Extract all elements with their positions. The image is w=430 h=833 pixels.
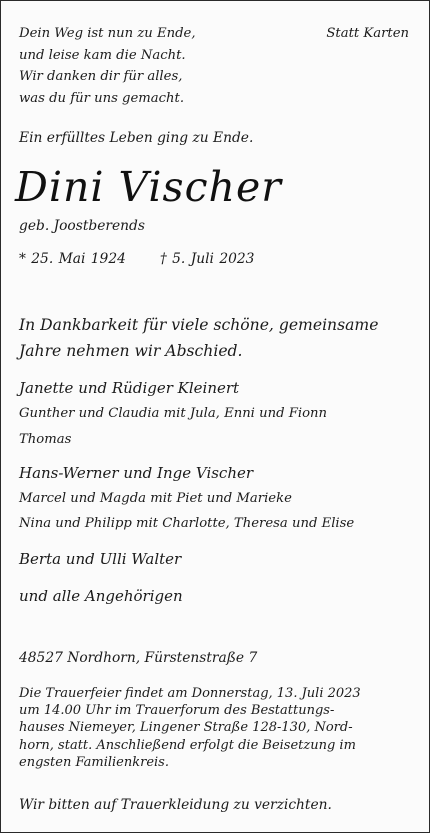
poem-line: und leise kam die Nacht. [19,47,186,63]
family-group-2-sub: Nina und Philipp mit Charlotte, Theresa und Elise [19,516,355,531]
family-group-1-main: Janette und Rüdiger Kleinert [19,379,240,397]
deceased-name: Dini Vischer [15,163,282,211]
thanks-text [19,312,378,364]
info-line: hauses Niemeyer, Lingener Straße 128-130, Nord- [19,720,353,736]
family-group-2-sub: Marcel und Magda mit Piet und Marieke [19,491,292,506]
info-line: um 14.00 Uhr im Trauerforum des Bestattungs- [19,703,335,719]
address: 48527 Nordhorn, Fürstenstraße 7 [19,650,258,666]
poem-line: was du für uns gemacht. [19,90,185,106]
closing-note: Wir bitten auf Trauerkleidung zu verzichten. [19,797,332,813]
poem-line: Wir danken dir für alles, [19,69,183,84]
info-line: Die Trauerfeier findet am Donnerstag, 13. Juli 2023 [19,686,361,701]
thanks-line: Jahre nehmen wir Abschied. [19,342,243,360]
family-group-1-sub: Thomas [19,432,72,447]
family-group-2-main: Hans-Werner und Inge Vischer [19,464,254,482]
lead-text: Ein erfülltes Leben ging zu Ende. [19,130,254,146]
family-group-3-main: Berta und Ulli Walter [19,550,182,568]
thanks-line: In Dankbarkeit für viele schöne, gemeinsame [19,316,379,334]
poem-line: Dein Weg ist nun zu Ende, [19,26,196,41]
info-line: horn, statt. Anschließend erfolgt die Beisetzung im [19,737,356,753]
family-group-4-main: und alle Angehörigen [19,587,183,605]
death-date: † 5. Juli 2023 [159,251,255,267]
birth-name: geb. Joostberends [19,218,145,234]
info-line: engsten Familienkreis. [19,754,169,770]
memorial-poem [19,23,196,109]
life-dates [19,251,254,267]
birth-date: * 25. Mai 1924 [19,251,126,267]
funeral-info [19,685,411,771]
statt-karten-label: Statt Karten [326,26,409,41]
family-group-1-sub: Gunther und Claudia mit Jula, Enni und Fionn [19,406,328,421]
